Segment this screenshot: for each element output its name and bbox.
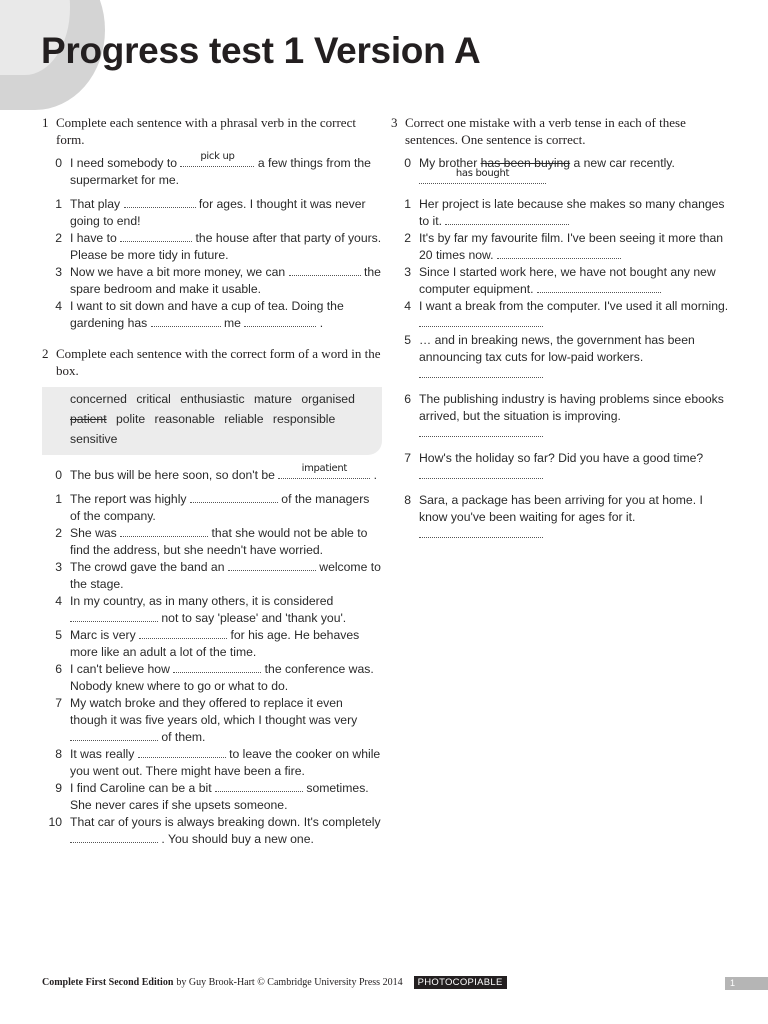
ex2-item-8 xyxy=(42,746,382,780)
item-number: 1 xyxy=(55,197,62,211)
item-number: 0 xyxy=(55,468,62,482)
item-text: My watch broke and they offered to replace it even though it was five years old, which I thought was very xyxy=(70,696,358,727)
ex2-item-3 xyxy=(42,559,382,593)
example-answer: has bought xyxy=(455,168,510,179)
ex2-item-4 xyxy=(42,593,382,627)
answer-blank[interactable] xyxy=(497,247,621,259)
page-footer xyxy=(42,976,507,989)
item-text: not to say 'please' and 'thank you'. xyxy=(158,611,347,625)
item-number: 9 xyxy=(55,781,62,795)
item-text: Marc is very xyxy=(70,628,140,642)
answer-blank[interactable] xyxy=(419,425,543,437)
answer-blank[interactable] xyxy=(228,559,316,571)
item-text: Sara, a package has been arriving for you at home. I know you've been waiting for ages for it. xyxy=(419,493,703,524)
item-number: 5 xyxy=(404,333,411,347)
item-text: How's the holiday so far? Did you have a good time? xyxy=(419,451,704,465)
ex2-item-9 xyxy=(42,780,382,814)
item-text: It's by far my favourite film. I've been seeing it more than 20 times now. xyxy=(419,231,724,262)
ex1-item-3 xyxy=(42,264,382,298)
item-number: 8 xyxy=(404,493,411,507)
item-text: me xyxy=(220,316,245,330)
item-text: of them. xyxy=(158,730,206,744)
item-text: I have to xyxy=(70,231,121,245)
word-box-word: concerned xyxy=(70,392,127,406)
ex1-item-0 xyxy=(42,151,382,189)
answer-blank[interactable] xyxy=(419,168,546,184)
ex2-item-2 xyxy=(42,525,382,559)
answer-blank[interactable] xyxy=(419,315,543,327)
item-text: for ages. I thought it was never going to end! xyxy=(70,197,366,228)
item-number: 4 xyxy=(404,299,411,313)
ex1-item-2 xyxy=(42,230,382,264)
item-text: Since I started work here, we have not bought any new computer equipment. xyxy=(419,265,716,296)
word-box-word: critical xyxy=(136,392,171,406)
exercise-2-heading xyxy=(42,345,382,379)
item-text: of the managers of the company. xyxy=(70,492,370,523)
footer-book-title: Complete First Second Edition xyxy=(42,977,174,988)
ex2-item-6 xyxy=(42,661,382,695)
item-text: … and in breaking news, the government has been announcing tax cuts for low-paid workers. xyxy=(419,333,695,364)
left-column xyxy=(42,114,382,848)
answer-blank[interactable] xyxy=(215,780,303,792)
item-number: 1 xyxy=(55,492,62,506)
exercise-1-heading xyxy=(42,114,382,148)
item-text: That car of yours is always breaking down. It's completely xyxy=(70,815,381,829)
ex3-item-5 xyxy=(391,332,731,383)
exercise-1-instruction: Complete each sentence with a phrasal verb in the correct form. xyxy=(56,115,356,147)
exercise-3-heading xyxy=(391,114,731,148)
answer-blank[interactable] xyxy=(537,281,661,293)
item-text: I want a break from the computer. I've used it all morning. xyxy=(419,299,729,313)
word-box-word: mature xyxy=(254,392,292,406)
answer-blank[interactable] xyxy=(190,491,278,503)
ex1-item-1 xyxy=(42,196,382,230)
item-text: . xyxy=(316,316,324,330)
answer-blank[interactable] xyxy=(139,627,227,639)
ex3-item-0 xyxy=(391,155,731,189)
ex3-item-8 xyxy=(391,492,731,543)
photocopiable-badge: PHOTOCOPIABLE xyxy=(414,976,507,989)
item-number: 0 xyxy=(404,156,411,170)
item-text: The bus will be here soon, so don't be xyxy=(70,468,279,482)
answer-blank[interactable] xyxy=(278,463,370,479)
item-text: the spare bedroom and make it usable. xyxy=(70,265,381,296)
answer-blank[interactable] xyxy=(173,661,261,673)
item-text: Her project is late because she makes so many changes to it. xyxy=(419,197,725,228)
ex2-item-0 xyxy=(42,463,382,484)
item-text: I find Caroline can be a bit xyxy=(70,781,215,795)
item-number: 2 xyxy=(404,231,411,245)
item-number: 3 xyxy=(404,265,411,279)
item-text: It was really xyxy=(70,747,138,761)
answer-blank[interactable] xyxy=(124,196,196,208)
item-number: 4 xyxy=(55,594,62,608)
item-number: 8 xyxy=(55,747,62,761)
item-text: That play xyxy=(70,197,124,211)
item-text: a few things from the supermarket for me. xyxy=(70,156,371,187)
word-box-word: enthusiastic xyxy=(180,392,245,406)
item-number: 7 xyxy=(55,696,62,710)
item-text: I can't believe how xyxy=(70,662,174,676)
item-text: . You should buy a new one. xyxy=(158,832,314,846)
word-box-word: responsible xyxy=(272,412,336,426)
item-number: 5 xyxy=(55,628,62,642)
item-number: 3 xyxy=(55,265,62,279)
ex2-item-1 xyxy=(42,491,382,525)
answer-blank[interactable] xyxy=(244,315,316,327)
word-box-word-used: patient xyxy=(70,412,107,426)
item-text: Now we have a bit more money, we can xyxy=(70,265,289,279)
item-number: 2 xyxy=(55,231,62,245)
exercise-3-number: 3 xyxy=(391,115,398,130)
item-text: welcome to the stage. xyxy=(70,560,381,591)
ex3-item-6 xyxy=(391,391,731,442)
answer-blank[interactable] xyxy=(70,831,158,843)
exercise-2-instruction: Complete each sentence with the correct form of a word in the box. xyxy=(56,346,381,378)
ex3-item-2 xyxy=(391,230,731,264)
item-number: 2 xyxy=(55,526,62,540)
answer-blank[interactable] xyxy=(138,746,226,758)
item-text: . xyxy=(370,468,378,482)
item-text: In my country, as in many others, it is considered xyxy=(70,594,334,608)
answer-blank[interactable] xyxy=(445,213,569,225)
item-text: for his age. He behaves more like an adult a lot of the time. xyxy=(70,628,360,659)
ex3-item-1 xyxy=(391,196,731,230)
item-text: the house after that party of yours. Please be more tidy in future. xyxy=(70,231,382,262)
item-text: I want to sit down and have a cup of tea. Doing the gardening has xyxy=(70,299,344,330)
answer-blank[interactable] xyxy=(289,264,361,276)
page-number: 1 xyxy=(725,977,768,990)
ex2-item-7 xyxy=(42,695,382,746)
answer-blank[interactable] xyxy=(120,525,208,537)
item-text: She was xyxy=(70,526,121,540)
word-box-word: reliable xyxy=(224,412,264,426)
exercise-3-instruction: Correct one mistake with a verb tense in each of these sentences. One sentence is correct. xyxy=(405,115,686,147)
ex3-item-3 xyxy=(391,264,731,298)
item-number: 6 xyxy=(404,392,411,406)
item-number: 10 xyxy=(48,815,62,829)
item-text: a new car recently. xyxy=(570,156,675,170)
item-text: that she would not be able to find the address, but she needn't have worried. xyxy=(70,526,368,557)
answer-blank[interactable] xyxy=(419,366,543,378)
ex1-item-4 xyxy=(42,298,382,332)
item-text: I need somebody to xyxy=(70,156,181,170)
item-number: 3 xyxy=(55,560,62,574)
page-title: Progress test 1 Version A xyxy=(41,30,481,71)
item-text: to leave the cooker on while you went out. There might have been a fire. xyxy=(70,747,381,778)
item-text: The publishing industry is having problems since ebooks arrived, but the situation is improving. xyxy=(419,392,724,423)
ex3-item-7 xyxy=(391,450,731,484)
word-box-word: reasonable xyxy=(154,412,215,426)
word-box-word: sensitive xyxy=(70,432,118,446)
example-answer: pick up xyxy=(200,151,235,162)
item-text: My brother xyxy=(419,156,481,170)
word-box xyxy=(42,387,382,455)
item-number: 6 xyxy=(55,662,62,676)
answer-blank[interactable] xyxy=(151,315,221,327)
example-answer: impatient xyxy=(301,463,347,474)
item-number: 1 xyxy=(404,197,411,211)
word-box-word: organised xyxy=(301,392,355,406)
answer-blank[interactable] xyxy=(419,526,543,538)
item-number: 0 xyxy=(55,156,62,170)
item-text: The report was highly xyxy=(70,492,190,506)
ex3-item-4 xyxy=(391,298,731,332)
exercise-2-number: 2 xyxy=(42,346,49,361)
item-number: 7 xyxy=(404,451,411,465)
right-column xyxy=(391,114,731,543)
exercise-1-number: 1 xyxy=(42,115,49,130)
item-text: the conference was. Nobody knew where to go or what to do. xyxy=(70,662,374,693)
answer-blank[interactable] xyxy=(70,729,158,741)
ex2-item-5 xyxy=(42,627,382,661)
item-number: 4 xyxy=(55,299,62,313)
item-text: The crowd gave the band an xyxy=(70,560,228,574)
answer-blank[interactable] xyxy=(120,230,192,242)
struck-out-text: has been buying xyxy=(480,156,571,170)
answer-blank[interactable] xyxy=(419,467,543,479)
word-box-word: polite xyxy=(115,412,146,426)
footer-credit: by Guy Brook-Hart © Cambridge University Press 2014 xyxy=(176,977,403,988)
ex2-item-10 xyxy=(42,814,382,848)
item-text: sometimes. She never cares if she upsets someone. xyxy=(70,781,369,812)
answer-blank[interactable] xyxy=(180,151,254,167)
answer-blank[interactable] xyxy=(70,610,158,622)
